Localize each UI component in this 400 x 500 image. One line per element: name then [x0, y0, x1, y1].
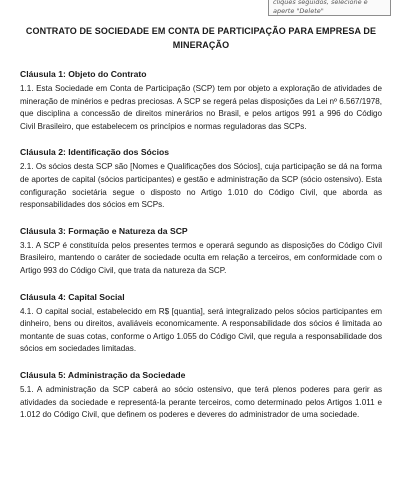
clause-heading: Cláusula 2: Identificação dos Sócios: [20, 147, 169, 158]
clause-5: [20, 370, 382, 422]
instruction-line-2: aperte "Delete": [273, 6, 324, 15]
document-title: CONTRATO DE SOCIEDADE EM CONTA DE PARTICIPAÇÃO PARA EMPRESA DE MINERAÇÃO: [25, 26, 377, 50]
clause-heading: Cláusula 5: Administração da Sociedade: [20, 369, 186, 380]
clause-4: [20, 292, 382, 356]
clause-heading: Cláusula 3: Formação e Natureza da SCP: [20, 225, 188, 236]
clause-paragraph: 2.1. Os sócios desta SCP são [Nomes e Qualificações dos Sócios], cuja participação se dá na forma de aportes de capital (sócios participantes) e gestão e administração da SCP (sócio ostensivo). Esta configuração societária segue o disposto no Artigo 1.010 do Código Civil, que aborda as responsabilidades dos sócios em SCPs.: [20, 162, 382, 210]
clause-paragraph: 5.1. A administração da SCP caberá ao sócio ostensivo, que terá plenos poderes para gerir as atividades da sociedade e representá-la perante terceiros, como determinado pelos Artigos 1.011 e 1.012 do Código Civil, que definem os poderes e deveres do administrador de uma sociedade.: [20, 384, 382, 420]
clause-heading: Cláusula 1: Objeto do Contrato: [20, 69, 147, 79]
instruction-line-1: cliques seguidos, selecione e: [273, 0, 368, 6]
clause-3: [20, 226, 382, 278]
clause-1: [20, 69, 382, 133]
clause-heading: Cláusula 4: Capital Social: [20, 291, 125, 302]
contract-document: [20, 24, 382, 436]
clause-paragraph: 3.1. A SCP é constituída pelos presentes termos e operará segundo as disposições do Código Civil Brasileiro, mantendo o caráter de sociedade oculta em relação a terceiros, em conformidade com o Artigo 993 do Código Civil, que trata da natureza da SCP.: [20, 240, 382, 275]
instruction-tooltip: [268, 0, 391, 16]
clause-paragraph: 1.1. Esta Sociedade em Conta de Participação (SCP) tem por objeto a exploração de atividades de mineração de minérios e pedras preciosas. A SCP se regerá pelas disposições da Lei nº 6.567/1978, que disciplina a concessão de direitos minerários no Brasil, e pelos artigos 991 a 996 do Código Civil Brasileiro, que estabelecem os princípios e normas reguladoras das SCPs.: [20, 84, 382, 131]
clause-paragraph: 4.1. O capital social, estabelecido em R$ [quantia], será integralizado pelos sócios participantes em dinheiro, bens ou direitos, avaliáveis economicamente. A responsabilidade dos sócios é limitada ao montante de suas cotas, conforme o Artigo 1.055 do Código Civil, que regula a responsabilidade dos sócios em sociedades limitadas.: [20, 306, 382, 354]
clause-2: [20, 147, 382, 211]
